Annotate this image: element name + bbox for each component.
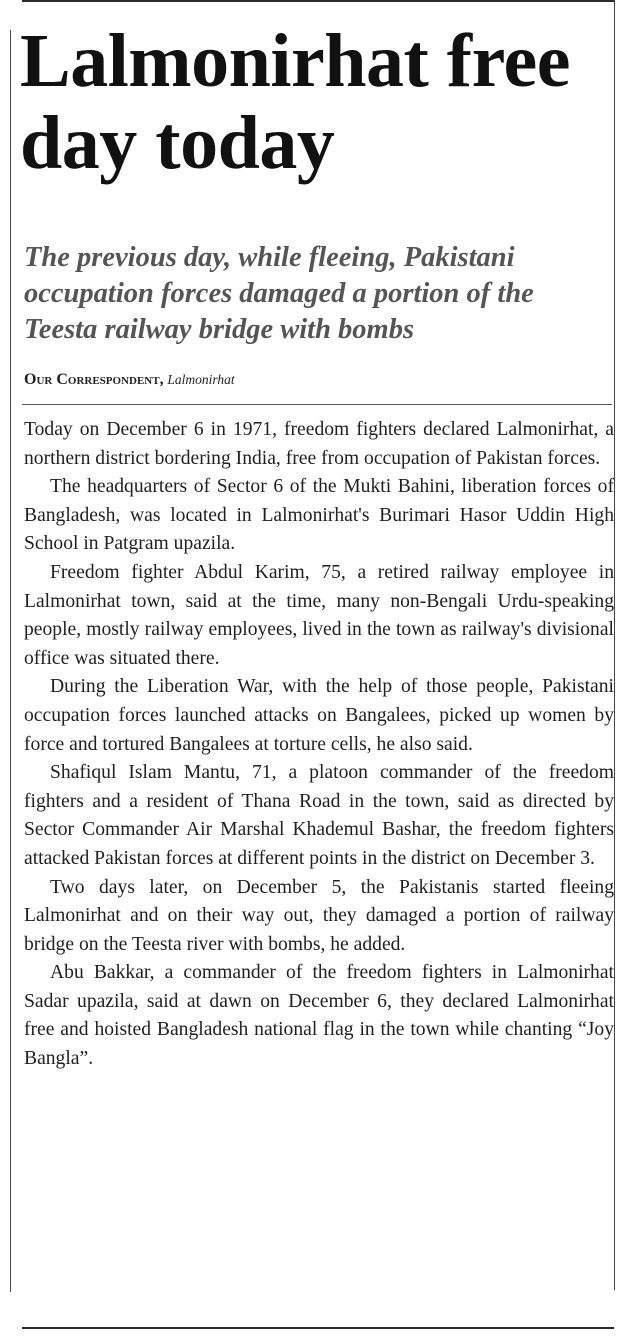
bottom-rule <box>22 1327 614 1329</box>
article-paragraph: Freedom fighter Abdul Karim, 75, a retired railway employee in Lalmonirhat town, said at the time, many non-Bengali Urdu-speaking people, mostly railway employees, lived in the town as railway's divisional office was situated there. <box>24 561 614 669</box>
byline-divider <box>22 404 612 405</box>
article-headline: Lalmonirhat free day today <box>20 19 570 185</box>
article-paragraph: Two days later, on December 5, the Pakistanis started fleeing Lalmonirhat and on their way out, they damaged a portion of railway bridge on the Teesta river with bombs, he added. <box>24 876 614 955</box>
article-paragraph: Shafiqul Islam Mantu, 71, a platoon commander of the freedom fighters and a resident of Thana Road in the town, said as directed by Sector Commander Air Marshal Khademul Bashar, the freedom fighters attacked Pakistan forces at different points in the district on December 3. <box>24 762 614 869</box>
article-paragraph: During the Liberation War, with the help of those people, Pakistani occupation forces launched attacks on Bangalees, picked up women by force and tortured Bangalees at torture cells, he also said. <box>24 676 614 755</box>
article-subheadline: The previous day, while fleeing, Pakistani occupation forces damaged a portion of the Teesta railway bridge with bombs <box>24 242 534 345</box>
article-paragraph: The headquarters of Sector 6 of the Mukti Bahini, liberation forces of Bangladesh, was located in Lalmonirhat's Burimari Hasor Uddin High School in Patgram upazila. <box>24 476 614 555</box>
article-body <box>24 416 614 1074</box>
byline-place: Lalmonirhat <box>167 372 235 387</box>
right-column-rule <box>614 0 615 1290</box>
top-rule <box>22 0 614 2</box>
left-column-rule <box>10 30 11 1292</box>
article-paragraph: Abu Bakkar, a commander of the freedom fighters in Lalmonirhat Sadar upazila, said at dawn on December 6, they declared Lalmonirhat free and hoisted Bangladesh national flag in the town while chanting “Joy Bangla”. <box>24 962 614 1070</box>
article-paragraph: Today on December 6 in 1971, freedom fighters declared Lalmonirhat, a northern district bordering India, free from occupation of Pakistan forces. <box>24 419 614 469</box>
byline-role: Our Correspondent, <box>24 371 164 388</box>
byline <box>24 370 612 390</box>
